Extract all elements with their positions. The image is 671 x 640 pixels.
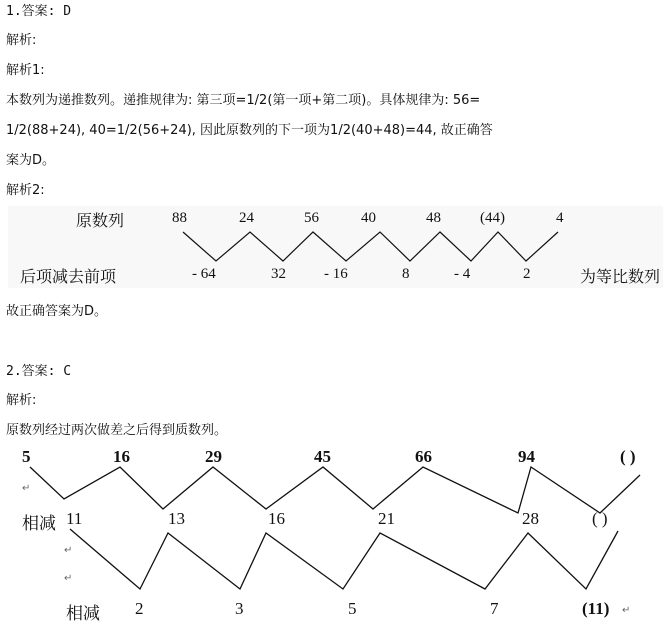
q2-difference-diagram [8,441,663,631]
q2-answer: 2.答案: C [6,364,72,379]
q1-diff-term: 32 [271,266,286,282]
q1-row-label-sequence: 原数列 [76,213,125,230]
paragraph-mark-icon: ↵ [22,483,31,494]
paragraph-mark-icon: ↵ [622,605,631,616]
q1-seq-term: 56 [304,210,319,226]
q2-diff2-term-answer: (11) [582,599,610,618]
q1-answer: 1.答案: D [6,4,72,19]
q2-analysis-label: 解析: [6,393,37,408]
q2-diff1-term: 28 [522,509,539,528]
q2-seq-term: 29 [205,447,222,466]
q1-text-line-3: 案为D。 [6,153,56,168]
q2-seq-term: 94 [518,447,535,466]
q2-zigzag-lines [8,441,663,631]
q2-diff1-term-blank: ( ) [592,509,608,528]
q1-seq-term: 48 [426,210,441,226]
q1-seq-term-answer: (44) [480,210,505,226]
q1-method1-label: 解析1: [6,63,45,78]
q2-seq-term-blank: ( ) [620,447,636,466]
q2-diff2-term: 2 [135,599,144,618]
paragraph-mark-icon: ↵ [64,573,73,584]
q1-difference-diagram [8,206,663,288]
q2-row3-label: 相减 [66,604,100,623]
q2-seq-term: 66 [415,447,432,466]
q2-seq-term: 5 [22,447,31,466]
q2-diff1-term: 13 [168,509,185,528]
q1-text-line-1: 本数列为递推数列。递推规律为: 第三项=1/2(第一项+第二项)。具体规律为: 56= [6,93,481,108]
q1-row-label-differences: 后项减去前项 [20,269,117,286]
q2-diff2-term: 3 [235,599,244,618]
q1-method2-label: 解析2: [6,183,45,198]
q1-diff-term: 2 [523,266,531,282]
q1-text-line-2: 1/2(88+24), 40=1/2(56+24), 因此原数列的下一项为1/2(40+48)=44, 故正确答 [6,123,493,138]
q2-text-line-1: 原数列经过两次做差之后得到质数列。 [6,423,228,438]
paragraph-mark-icon: ↵ [64,545,73,556]
q1-diff-term: - 16 [324,266,348,282]
q2-diff2-term: 7 [490,599,499,618]
q2-seq-term: 45 [314,447,331,466]
q1-seq-term: 24 [239,210,254,226]
q2-diff1-term: 16 [268,509,285,528]
q2-row2-label: 相减 [22,514,56,533]
q1-seq-term: 40 [361,210,376,226]
q1-analysis-label: 解析: [6,33,37,48]
q1-seq-term: 88 [172,210,187,226]
q1-seq-term: 4 [556,210,564,226]
q2-diff2-term: 5 [348,599,357,618]
q1-conclusion: 故正确答案为D。 [6,304,108,319]
q1-geometric-note: 为等比数列 [580,269,661,286]
q2-seq-term: 16 [113,447,130,466]
q1-diff-term: 8 [402,266,410,282]
q2-diff1-term: 21 [378,509,395,528]
q2-diff1-term: 11 [66,509,83,528]
q1-diff-term: - 4 [454,266,471,282]
q1-diff-term: - 64 [192,266,216,282]
